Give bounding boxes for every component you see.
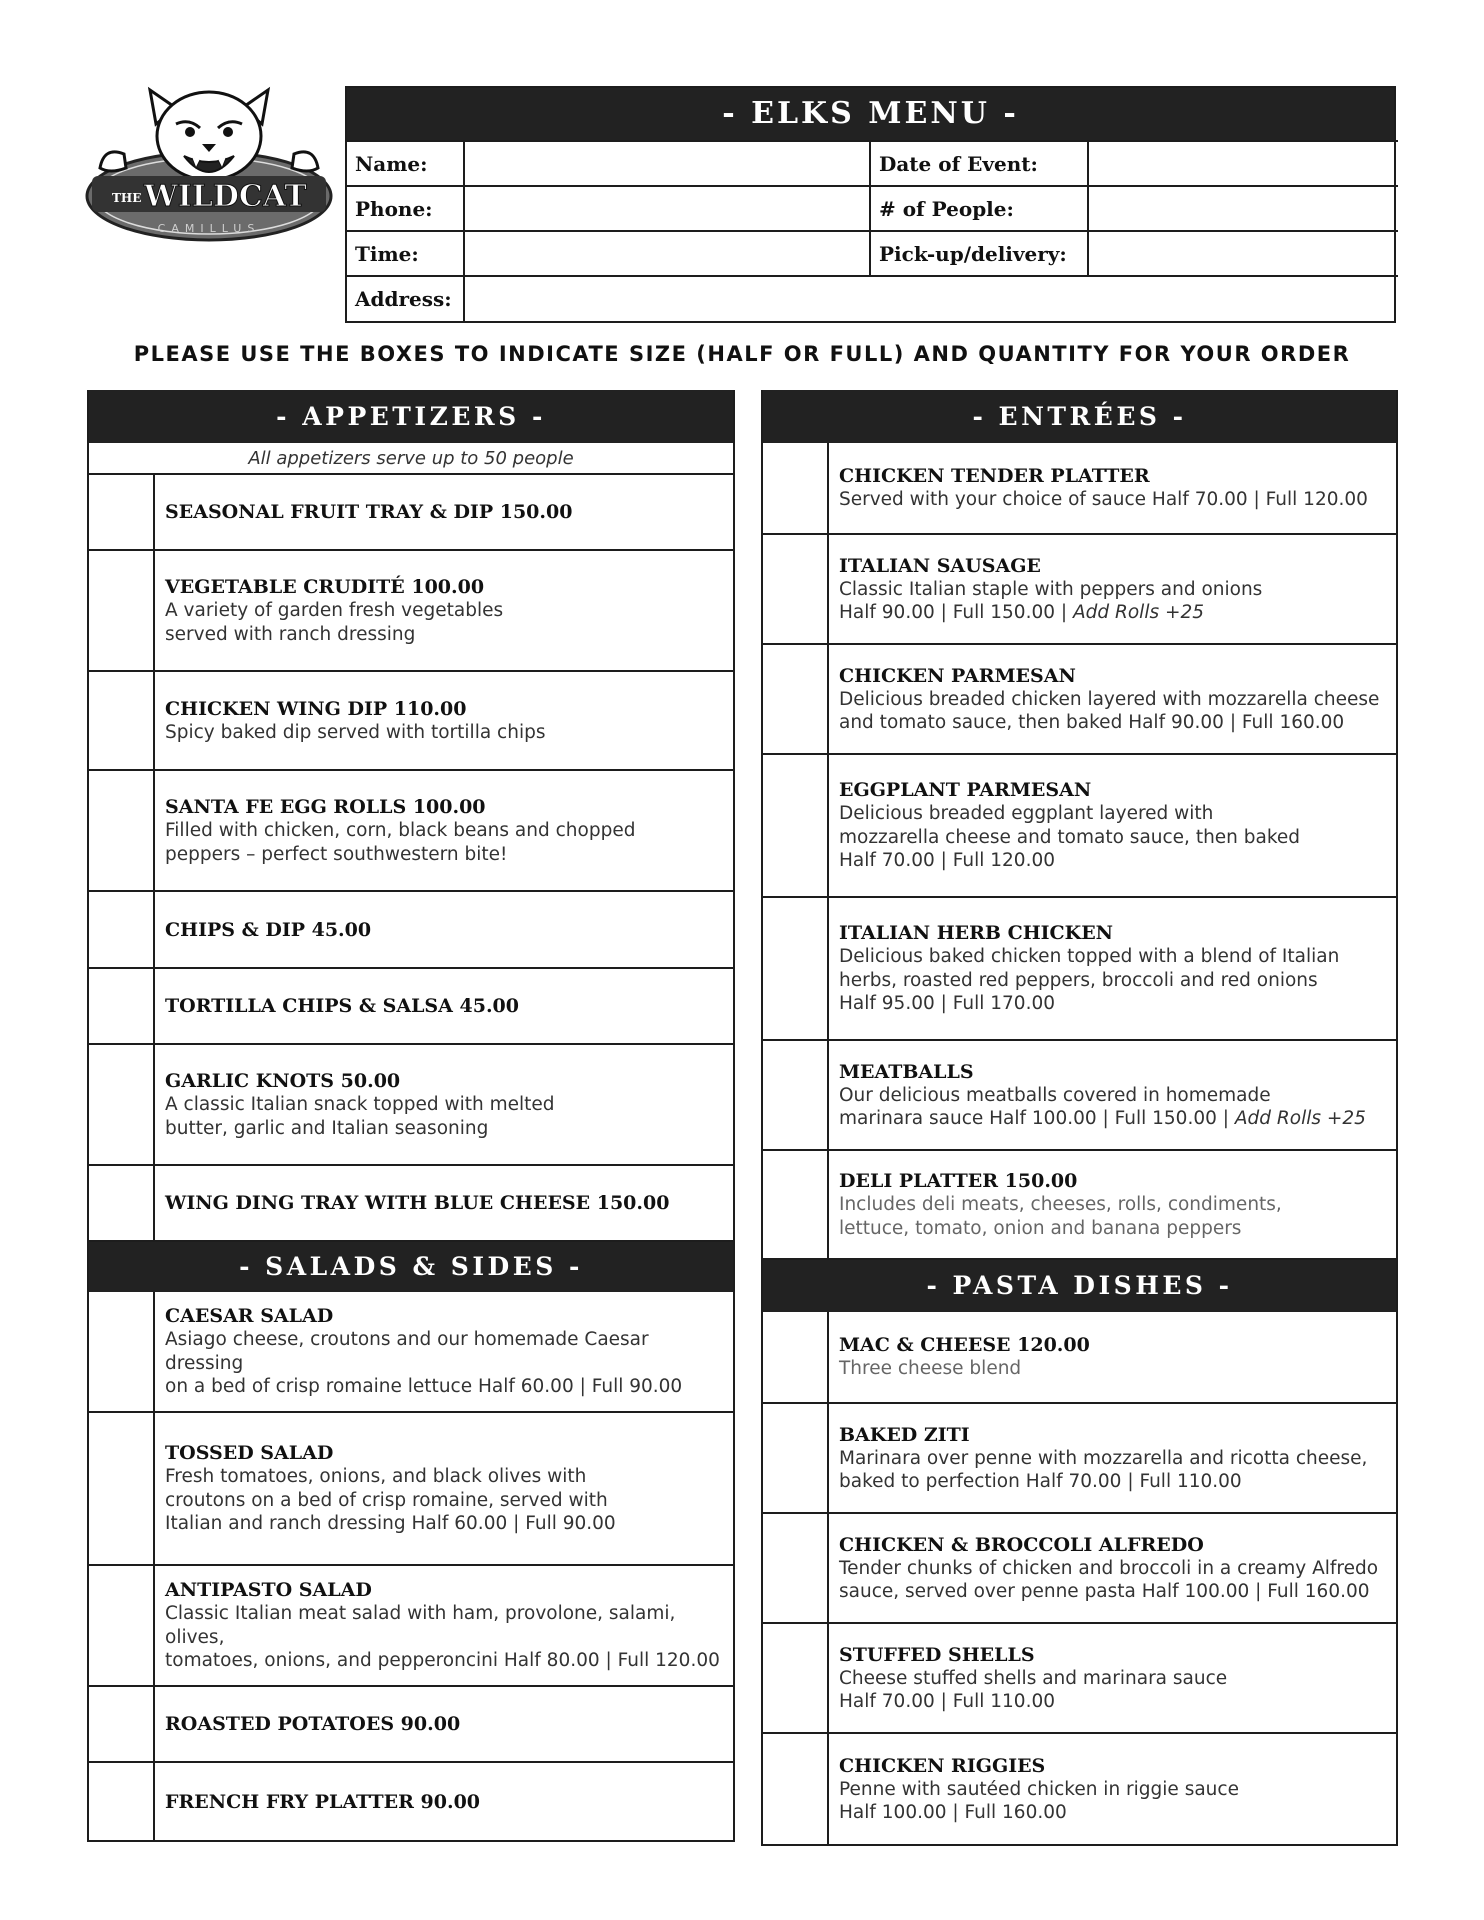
order-box[interactable] [763, 645, 829, 753]
menu-item [89, 475, 733, 551]
menu-item [89, 1045, 733, 1166]
appetizers-note: All appetizers serve up to 50 people [89, 443, 733, 475]
order-box[interactable] [89, 1687, 155, 1761]
left-column [87, 390, 735, 1842]
pickup-field[interactable] [1088, 231, 1398, 276]
item-name: DELI PLATTER 150.00 [839, 1170, 1078, 1192]
menu-item [89, 1566, 733, 1687]
pasta-heading: - PASTA DISHES - [763, 1260, 1396, 1312]
menu-item [89, 1687, 733, 1763]
address-field[interactable] [464, 276, 1398, 321]
order-box[interactable] [763, 1514, 829, 1622]
logo-name: WILDCAT [144, 179, 307, 214]
item-name: CHICKEN TENDER PLATTER [839, 465, 1150, 488]
item-name: CHICKEN PARMESAN [839, 664, 1076, 687]
item-name: BAKED ZITI [839, 1423, 970, 1446]
item-name: ITALIAN HERB CHICKEN [839, 922, 1114, 945]
menu-item [89, 969, 733, 1045]
item-description: Asiago cheese, croutons and our homemade Caesar dressing on a bed of crisp romaine lettuce Half 60.00 | Full 90.00 [165, 1329, 683, 1398]
item-name: GARLIC KNOTS 50.00 [165, 1070, 401, 1092]
order-box[interactable] [763, 755, 829, 896]
item-description: Classic Italian staple with peppers and onions Half 90.00 | Full 150.00 | [839, 578, 1263, 623]
name-field[interactable] [464, 141, 870, 186]
name-label: Name: [347, 141, 464, 186]
item-description: Classic Italian meat salad with ham, provolone, salami, olives, tomatoes, onions, and pepperoncini Half 80.00 | Full 120.00 [165, 1603, 720, 1672]
pickup-label: Pick-up/delivery: [870, 231, 1088, 276]
menu-item [89, 1413, 733, 1566]
order-box[interactable] [89, 1763, 155, 1840]
item-name: CAESAR SALAD [165, 1305, 334, 1328]
order-box[interactable] [763, 1041, 829, 1149]
item-description: Penne with sautéed chicken in riggie sauce Half 100.00 | Full 160.00 [839, 1778, 1239, 1823]
menu-title: - ELKS MENU - [347, 88, 1394, 140]
menu-item [763, 1312, 1396, 1404]
entrees-heading: - ENTRÉES - [763, 390, 1396, 443]
menu-item [89, 892, 733, 969]
time-field[interactable] [464, 231, 870, 276]
item-name: SEASONAL FRUIT TRAY & DIP 150.00 [165, 501, 573, 523]
menu-item [763, 1734, 1396, 1844]
item-name: TOSSED SALAD [165, 1442, 334, 1465]
item-name: ITALIAN SAUSAGE [839, 554, 1041, 577]
order-box[interactable] [89, 1166, 155, 1240]
phone-label: Phone: [347, 186, 464, 231]
item-name: VEGETABLE CRUDITÉ 100.00 [165, 576, 485, 598]
people-label: # of People: [870, 186, 1088, 231]
order-box[interactable] [89, 1292, 155, 1411]
order-box[interactable] [763, 1312, 829, 1402]
item-name: CHICKEN RIGGIES [839, 1754, 1046, 1777]
item-name: FRENCH FRY PLATTER 90.00 [165, 1790, 481, 1813]
item-description: Marinara over penne with mozzarella and ricotta cheese, baked to perfection Half 70.00 | Full 110.00 [839, 1447, 1368, 1492]
item-description: Three cheese blend [839, 1358, 1022, 1380]
add-rolls-note: Add Rolls +25 [1072, 602, 1205, 623]
item-description: Our delicious meatballs covered in homemade marinara sauce Half 100.00 | Full 150.00 | [839, 1084, 1271, 1129]
menu-item [763, 1404, 1396, 1514]
item-description: Fresh tomatoes, onions, and black olives with croutons on a bed of crisp romaine, served with Italian and ranch dressing Half 60.00 | Full 90.00 [165, 1466, 616, 1535]
order-info-table [347, 140, 1398, 321]
order-box[interactable] [89, 1566, 155, 1685]
menu-item [763, 645, 1396, 755]
order-box[interactable] [763, 1151, 829, 1258]
wildcat-logo [84, 84, 334, 254]
item-description: Delicious breaded eggplant layered with mozzarella cheese and tomato sauce, then baked Half 70.00 | Full 120.00 [839, 803, 1301, 872]
item-name: WING DING TRAY WITH BLUE CHEESE 150.00 [165, 1192, 670, 1214]
menu-item [763, 1151, 1396, 1260]
item-name: ROASTED POTATOES 90.00 [165, 1713, 461, 1735]
menu-item [89, 672, 733, 771]
order-box[interactable] [89, 969, 155, 1043]
item-description: Filled with chicken, corn, black beans and chopped peppers – perfect southwestern bite! [165, 820, 636, 865]
add-rolls-note: Add Rolls +25 [1234, 1108, 1366, 1129]
order-box[interactable] [763, 1734, 829, 1844]
item-description: Spicy baked dip served with tortilla chips [165, 721, 546, 743]
menu-item [89, 551, 733, 672]
order-box[interactable] [89, 672, 155, 769]
menu-item [763, 535, 1396, 645]
item-name: CHIPS & DIP 45.00 [165, 918, 372, 941]
item-name: ANTIPASTO SALAD [165, 1579, 372, 1602]
item-name: CHICKEN WING DIP 110.00 [165, 697, 467, 720]
order-box[interactable] [89, 1045, 155, 1164]
order-box[interactable] [763, 1404, 829, 1512]
people-field[interactable] [1088, 186, 1398, 231]
order-box[interactable] [89, 892, 155, 967]
item-description: Includes deli meats, cheeses, rolls, condiments, lettuce, tomato, onion and banana peppers [839, 1194, 1282, 1239]
item-description: A classic Italian snack topped with melted butter, garlic and Italian seasoning [165, 1094, 555, 1139]
item-name: STUFFED SHELLS [839, 1643, 1035, 1666]
item-name: CHICKEN & BROCCOLI ALFREDO [839, 1533, 1204, 1556]
salads-heading: - SALADS & SIDES - [89, 1242, 733, 1292]
item-description: Tender chunks of chicken and broccoli in a creamy Alfredo sauce, served over penne pasta Half 100.00 | Full 160.00 [839, 1557, 1379, 1602]
logo-town: CAMILLUS [157, 222, 261, 235]
order-box[interactable] [89, 475, 155, 549]
order-box[interactable] [763, 535, 829, 643]
menu-item [763, 1624, 1396, 1734]
time-label: Time: [347, 231, 464, 276]
item-name: TORTILLA CHIPS & SALSA 45.00 [165, 995, 519, 1017]
item-description: Cheese stuffed shells and marinara sauce Half 70.00 | Full 110.00 [839, 1667, 1228, 1712]
item-description: A variety of garden fresh vegetables served with ranch dressing [165, 600, 504, 645]
order-form [345, 86, 1396, 323]
order-box[interactable] [763, 1624, 829, 1732]
menu-item [89, 1763, 733, 1840]
order-box[interactable] [89, 551, 155, 670]
item-name: SANTA FE EGG ROLLS 100.00 [165, 796, 486, 818]
item-name: MEATBALLS [839, 1060, 974, 1083]
order-instruction: PLEASE USE THE BOXES TO INDICATE SIZE (HALF OR FULL) AND QUANTITY FOR YOUR ORDER [133, 342, 1351, 366]
order-box[interactable] [89, 1413, 155, 1564]
order-box[interactable] [763, 898, 829, 1039]
date-label: Date of Event: [870, 141, 1088, 186]
item-name: EGGPLANT PARMESAN [839, 779, 1092, 802]
item-name: MAC & CHEESE 120.00 [839, 1334, 1090, 1357]
menu-item [89, 1292, 733, 1413]
logo-the: THE [112, 191, 142, 205]
appetizers-heading: - APPETIZERS - [89, 390, 733, 443]
order-box[interactable] [89, 771, 155, 890]
order-box[interactable] [763, 443, 829, 533]
item-description: Delicious baked chicken topped with a blend of Italian herbs, roasted red peppers, broccoli and red onions Half 95.00 | Full 170.00 [839, 946, 1340, 1015]
menu-item [89, 771, 733, 892]
menu-item [763, 1514, 1396, 1624]
item-description: Delicious breaded chicken layered with mozzarella cheese and tomato sauce, then baked Half 90.00 | Full 160.00 [839, 688, 1380, 733]
menu-item [763, 898, 1396, 1041]
menu-item [763, 443, 1396, 535]
item-description: Served with your choice of sauce Half 70.00 | Full 120.00 [839, 489, 1368, 511]
address-label: Address: [347, 276, 464, 321]
menu-item [763, 755, 1396, 898]
menu-item [763, 1041, 1396, 1151]
right-column [761, 390, 1398, 1846]
phone-field[interactable] [464, 186, 870, 231]
date-field[interactable] [1088, 141, 1398, 186]
menu-item [89, 1166, 733, 1242]
